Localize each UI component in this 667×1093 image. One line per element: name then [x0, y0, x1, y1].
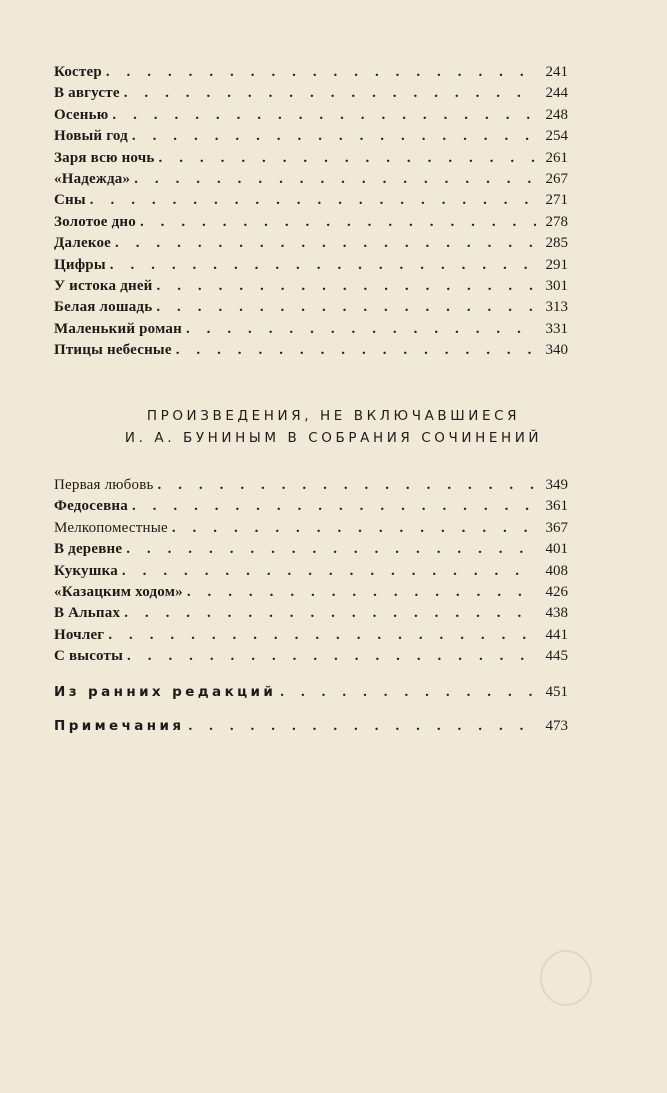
entry-title: С высоты — [54, 648, 124, 665]
leader-dots — [134, 169, 536, 190]
entry-page: 261 — [545, 149, 568, 166]
entry-page: 285 — [545, 235, 568, 252]
leader-dots — [127, 646, 536, 667]
toc-entry — [54, 233, 568, 254]
leader-dots — [187, 582, 536, 603]
leader-dots — [132, 126, 536, 147]
entry-page: 438 — [545, 605, 568, 622]
leader-dots — [108, 625, 536, 646]
entry-page: 248 — [545, 106, 568, 123]
entry-title: Далекое — [54, 235, 112, 252]
entry-page: 278 — [545, 213, 568, 230]
leader-dots — [115, 233, 536, 254]
toc-entry — [54, 105, 568, 126]
leader-dots — [172, 518, 536, 539]
paper-stain — [540, 950, 592, 1006]
entry-page: 340 — [545, 342, 568, 359]
entry-page: 301 — [545, 277, 568, 294]
entry-title: Маленький роман — [54, 320, 182, 337]
entry-page: 331 — [545, 320, 568, 337]
toc-entry — [54, 255, 568, 276]
leader-dots — [126, 539, 536, 560]
toc-entry — [54, 475, 568, 496]
entry-title: Новый год — [54, 128, 128, 145]
toc-entry — [54, 682, 568, 703]
entry-page: 313 — [545, 299, 568, 316]
entry-title: Птицы небесные — [54, 342, 172, 359]
section-heading-line1: ПРОИЗВЕДЕНИЯ, НЕ ВКЛЮЧАВШИЕСЯ — [146, 408, 521, 424]
entry-title: Цифры — [54, 256, 106, 273]
early-editions-entry — [54, 682, 568, 703]
toc-entry — [54, 340, 568, 361]
entry-page: 451 — [545, 684, 568, 700]
leader-dots — [156, 297, 536, 318]
toc-entry — [54, 716, 568, 737]
toc-entry — [54, 276, 568, 297]
entry-title: В деревне — [54, 541, 123, 558]
entry-title: Кукушка — [54, 562, 118, 579]
toc-entry — [54, 62, 568, 83]
entry-page: 349 — [545, 477, 568, 493]
entry-title: «Казацким ходом» — [54, 583, 183, 600]
toc-entry — [54, 319, 568, 340]
leader-dots — [90, 190, 536, 211]
toc-entry — [54, 190, 568, 211]
contents-section-uncollected — [54, 475, 568, 668]
leader-dots — [112, 105, 536, 126]
leader-dots — [159, 148, 536, 169]
toc-entry — [54, 496, 568, 517]
entry-page: 267 — [545, 170, 568, 187]
leader-dots — [188, 716, 536, 737]
entry-page: 254 — [545, 128, 568, 145]
entry-title: Из ранних редакций — [54, 684, 277, 700]
toc-entry — [54, 212, 568, 233]
toc-entry — [54, 539, 568, 560]
toc-entry — [54, 561, 568, 582]
entry-title: В Альпах — [54, 605, 121, 622]
entry-title: В августе — [54, 85, 120, 102]
entry-title: Примечания — [54, 718, 185, 734]
entry-page: 445 — [545, 648, 568, 665]
leader-dots — [186, 319, 536, 340]
entry-title: Сны — [54, 192, 86, 209]
entry-title: Белая лошадь — [54, 299, 153, 316]
leader-dots — [280, 682, 536, 703]
leader-dots — [124, 603, 536, 624]
entry-page: 401 — [545, 541, 568, 558]
entry-title: Ночлег — [54, 626, 105, 643]
entry-page: 291 — [545, 256, 568, 273]
leader-dots — [158, 475, 536, 496]
entry-title: Заря всю ночь — [54, 149, 155, 166]
toc-entry — [54, 83, 568, 104]
toc-entry — [54, 625, 568, 646]
entry-page: 426 — [545, 583, 568, 600]
toc-entry — [54, 148, 568, 169]
entry-title: Федосевна — [54, 498, 128, 515]
entry-page: 441 — [545, 626, 568, 643]
entry-title: «Надежда» — [54, 170, 131, 187]
entry-page: 271 — [545, 192, 568, 209]
entry-page: 408 — [545, 562, 568, 579]
entry-title: Золотое дно — [54, 213, 136, 230]
toc-entry — [54, 126, 568, 147]
toc-entry — [54, 297, 568, 318]
leader-dots — [124, 83, 536, 104]
leader-dots — [176, 340, 536, 361]
entry-title: Костер — [54, 64, 102, 80]
entry-page: 367 — [545, 519, 568, 536]
entry-title: Первая любовь — [54, 477, 154, 493]
contents-section-main — [54, 62, 568, 361]
entry-page: 473 — [545, 718, 568, 734]
leader-dots — [157, 276, 536, 297]
entry-page: 241 — [545, 64, 568, 80]
leader-dots — [122, 561, 536, 582]
notes-entry — [54, 716, 568, 737]
section-heading-line2: И. А. БУНИНЫМ В СОБРАНИЯ СОЧИНЕНИЙ — [124, 430, 543, 446]
toc-entry — [54, 518, 568, 539]
entry-title: Мелкопоместные — [54, 519, 168, 536]
toc-entry — [54, 646, 568, 667]
entry-page: 244 — [545, 85, 568, 102]
leader-dots — [110, 255, 536, 276]
leader-dots — [132, 496, 536, 517]
toc-entry — [54, 603, 568, 624]
entry-title: Осенью — [54, 106, 109, 123]
entry-page: 361 — [545, 498, 568, 515]
toc-entry — [54, 582, 568, 603]
leader-dots — [106, 62, 536, 83]
leader-dots — [140, 212, 536, 233]
entry-title: У истока дней — [54, 277, 153, 294]
toc-entry — [54, 169, 568, 190]
